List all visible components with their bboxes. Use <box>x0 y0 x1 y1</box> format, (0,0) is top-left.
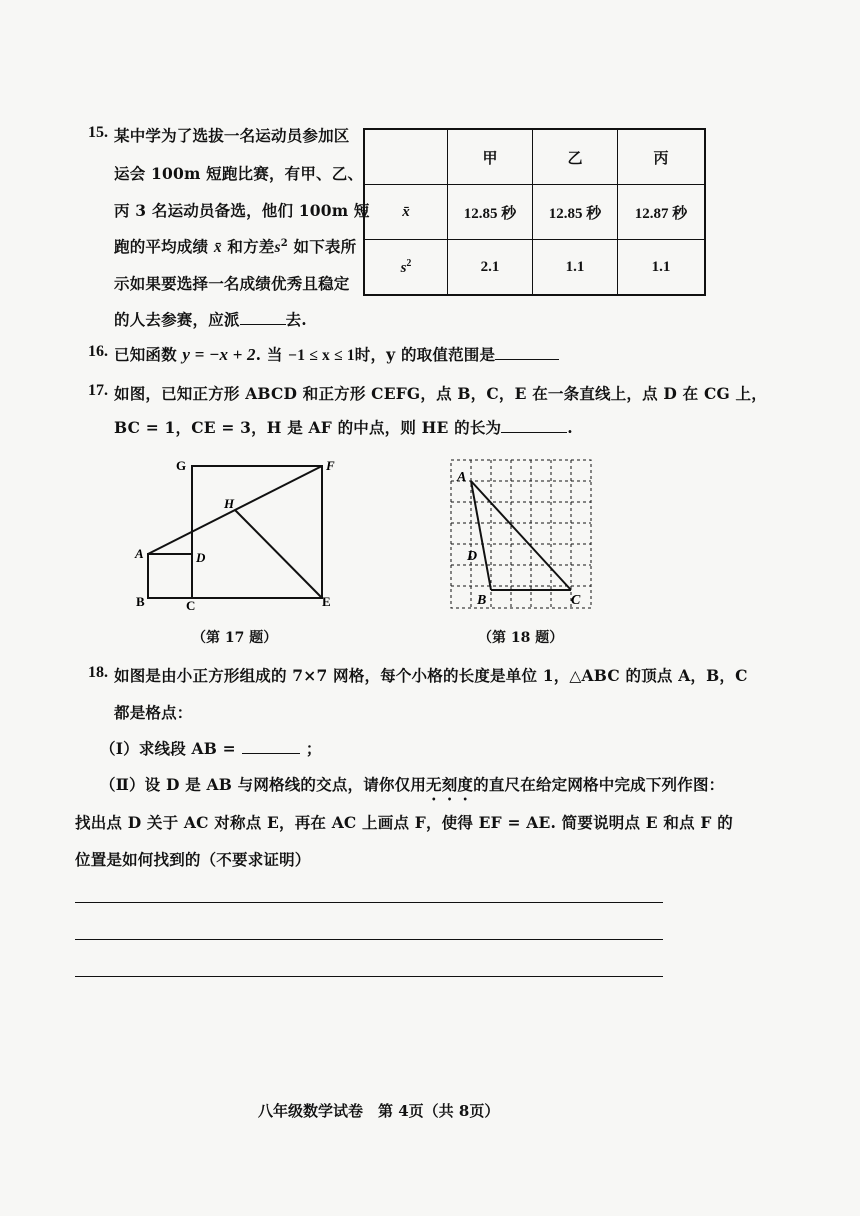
table-row <box>364 185 705 240</box>
q18-line-4: 找出点 D 关于 AC 对称点 E，再在 AC 上画点 F，使得 EF = AE. 简要说明点 E 和点 F 的 <box>75 813 733 832</box>
table-cell: 1.1 <box>618 240 706 296</box>
answer-line-1[interactable] <box>75 902 663 903</box>
answer-line-2[interactable] <box>75 939 663 940</box>
q16-number: 16. <box>88 343 108 360</box>
table-corner-cell <box>364 129 448 185</box>
table-cell: 12.85 秒 <box>533 185 618 240</box>
q15-line-6-text: 的人去参赛，应派 <box>114 310 240 329</box>
q17-answer-blank[interactable] <box>501 418 567 433</box>
row-label-variance <box>364 240 448 296</box>
q16-range: −1 ≤ x ≤ 1 <box>288 347 355 364</box>
row-label-variance-symbol: s <box>400 259 407 276</box>
q15-answer-blank[interactable] <box>240 310 286 325</box>
variance-exponent: 2 <box>280 237 288 249</box>
table-cell: 12.85 秒 <box>448 185 533 240</box>
label-e: E <box>322 594 331 609</box>
triangle-abc <box>471 481 571 590</box>
q17-line-1: 如图，已知正方形 ABCD 和正方形 CEFG，点 B，C，E 在一条直线上，点 D 在 CG 上， <box>114 384 767 403</box>
q17-line-2 <box>114 416 573 438</box>
label-d: D <box>467 549 478 564</box>
q16-pre: 已知函数 <box>114 345 177 364</box>
q17-end: . <box>567 418 573 437</box>
q18-part-1 <box>100 737 322 759</box>
q16-function: y = −x + 2 <box>182 345 256 364</box>
figure-17-caption: （第 17 题） <box>192 630 278 646</box>
q18-part-1-end: ； <box>305 739 322 758</box>
q15-stats-table <box>363 128 706 296</box>
q15-line-5: 示如果要选择一名成绩优秀且稳定 <box>114 274 350 293</box>
q15-line-6-tail: 去. <box>285 310 307 329</box>
q15-line-4-mid: 和方差 <box>227 237 275 256</box>
label-a: A <box>457 470 467 485</box>
table-header-cell: 丙 <box>618 129 706 185</box>
answer-line-3[interactable] <box>75 976 663 977</box>
q18-part-2-emphasis: 无刻度 <box>426 775 474 794</box>
q15-line-4 <box>114 235 356 257</box>
figure-18 <box>447 456 607 616</box>
q18-line-1: 如图是由小正方形组成的 7×7 网格，每个小格的长度是单位 1，△ABC 的顶点 A，B，C <box>114 666 748 685</box>
square-abcd <box>148 554 192 598</box>
label-b: B <box>136 594 145 609</box>
q16-post: 时，y 的取值范围是 <box>354 345 496 364</box>
q18-answer-blank[interactable] <box>242 739 300 754</box>
q18-part-2 <box>100 773 724 804</box>
q18-line-2: 都是格点： <box>114 703 193 722</box>
table-cell: 2.1 <box>448 240 533 296</box>
table-row <box>364 240 705 296</box>
row-label-variance-exponent: 2 <box>406 257 412 269</box>
label-h: H <box>224 496 235 511</box>
variance-symbol: s <box>274 239 281 256</box>
q16-mid: . 当 <box>255 345 283 364</box>
q17-number: 17. <box>88 382 108 399</box>
table-cell: 1.1 <box>533 240 618 296</box>
label-c: C <box>186 598 196 613</box>
q15-line-2: 运会 100m 短跑比赛，有甲、乙、 <box>114 164 364 183</box>
q18-number: 18. <box>88 664 108 681</box>
label-f: F <box>326 458 335 473</box>
q15-line-3: 丙 3 名运动员备选，他们 100m 短 <box>114 201 370 220</box>
q18-line-5: 位置是如何找到的（不要求证明） <box>75 850 311 869</box>
q16-answer-blank[interactable] <box>495 345 559 360</box>
label-a: A <box>135 546 144 561</box>
mean-symbol: x̄ <box>213 239 222 256</box>
q16-text <box>114 343 559 365</box>
q15-line-1: 某中学为了选拔一名运动员参加区 <box>114 126 350 145</box>
q18-part-2-a: （Ⅱ）设 D 是 AB 与网格线的交点，请你仅用 <box>100 775 427 794</box>
q18-part-1-text: （Ⅰ）求线段 AB = <box>100 739 236 758</box>
page-footer: 八年级数学试卷 第 4页（共 8页） <box>258 1102 500 1120</box>
table-cell: 12.87 秒 <box>618 185 706 240</box>
label-g: G <box>176 458 187 473</box>
row-label-mean: x̄ <box>364 185 448 240</box>
table-header-cell: 甲 <box>448 129 533 185</box>
q17-line-2-text: BC = 1，CE = 3，H 是 AF 的中点，则 HE 的长为 <box>114 418 502 437</box>
table-header-cell: 乙 <box>533 129 618 185</box>
q18-part-2-b: 的直尺在给定网格中完成下列作图： <box>473 775 725 794</box>
q15-line-4-end: 如下表所 <box>293 237 357 256</box>
figure-17 <box>130 452 360 622</box>
q15-line-4-start: 跑的平均成绩 <box>114 237 209 256</box>
q15-number: 15. <box>88 124 108 141</box>
label-d: D <box>196 550 206 565</box>
label-c: C <box>571 593 581 608</box>
q15-line-6 <box>114 308 307 330</box>
label-b: B <box>477 593 487 608</box>
figure-18-caption: （第 18 题） <box>478 630 564 646</box>
table-header-row <box>364 129 705 185</box>
segment-he <box>235 510 322 598</box>
